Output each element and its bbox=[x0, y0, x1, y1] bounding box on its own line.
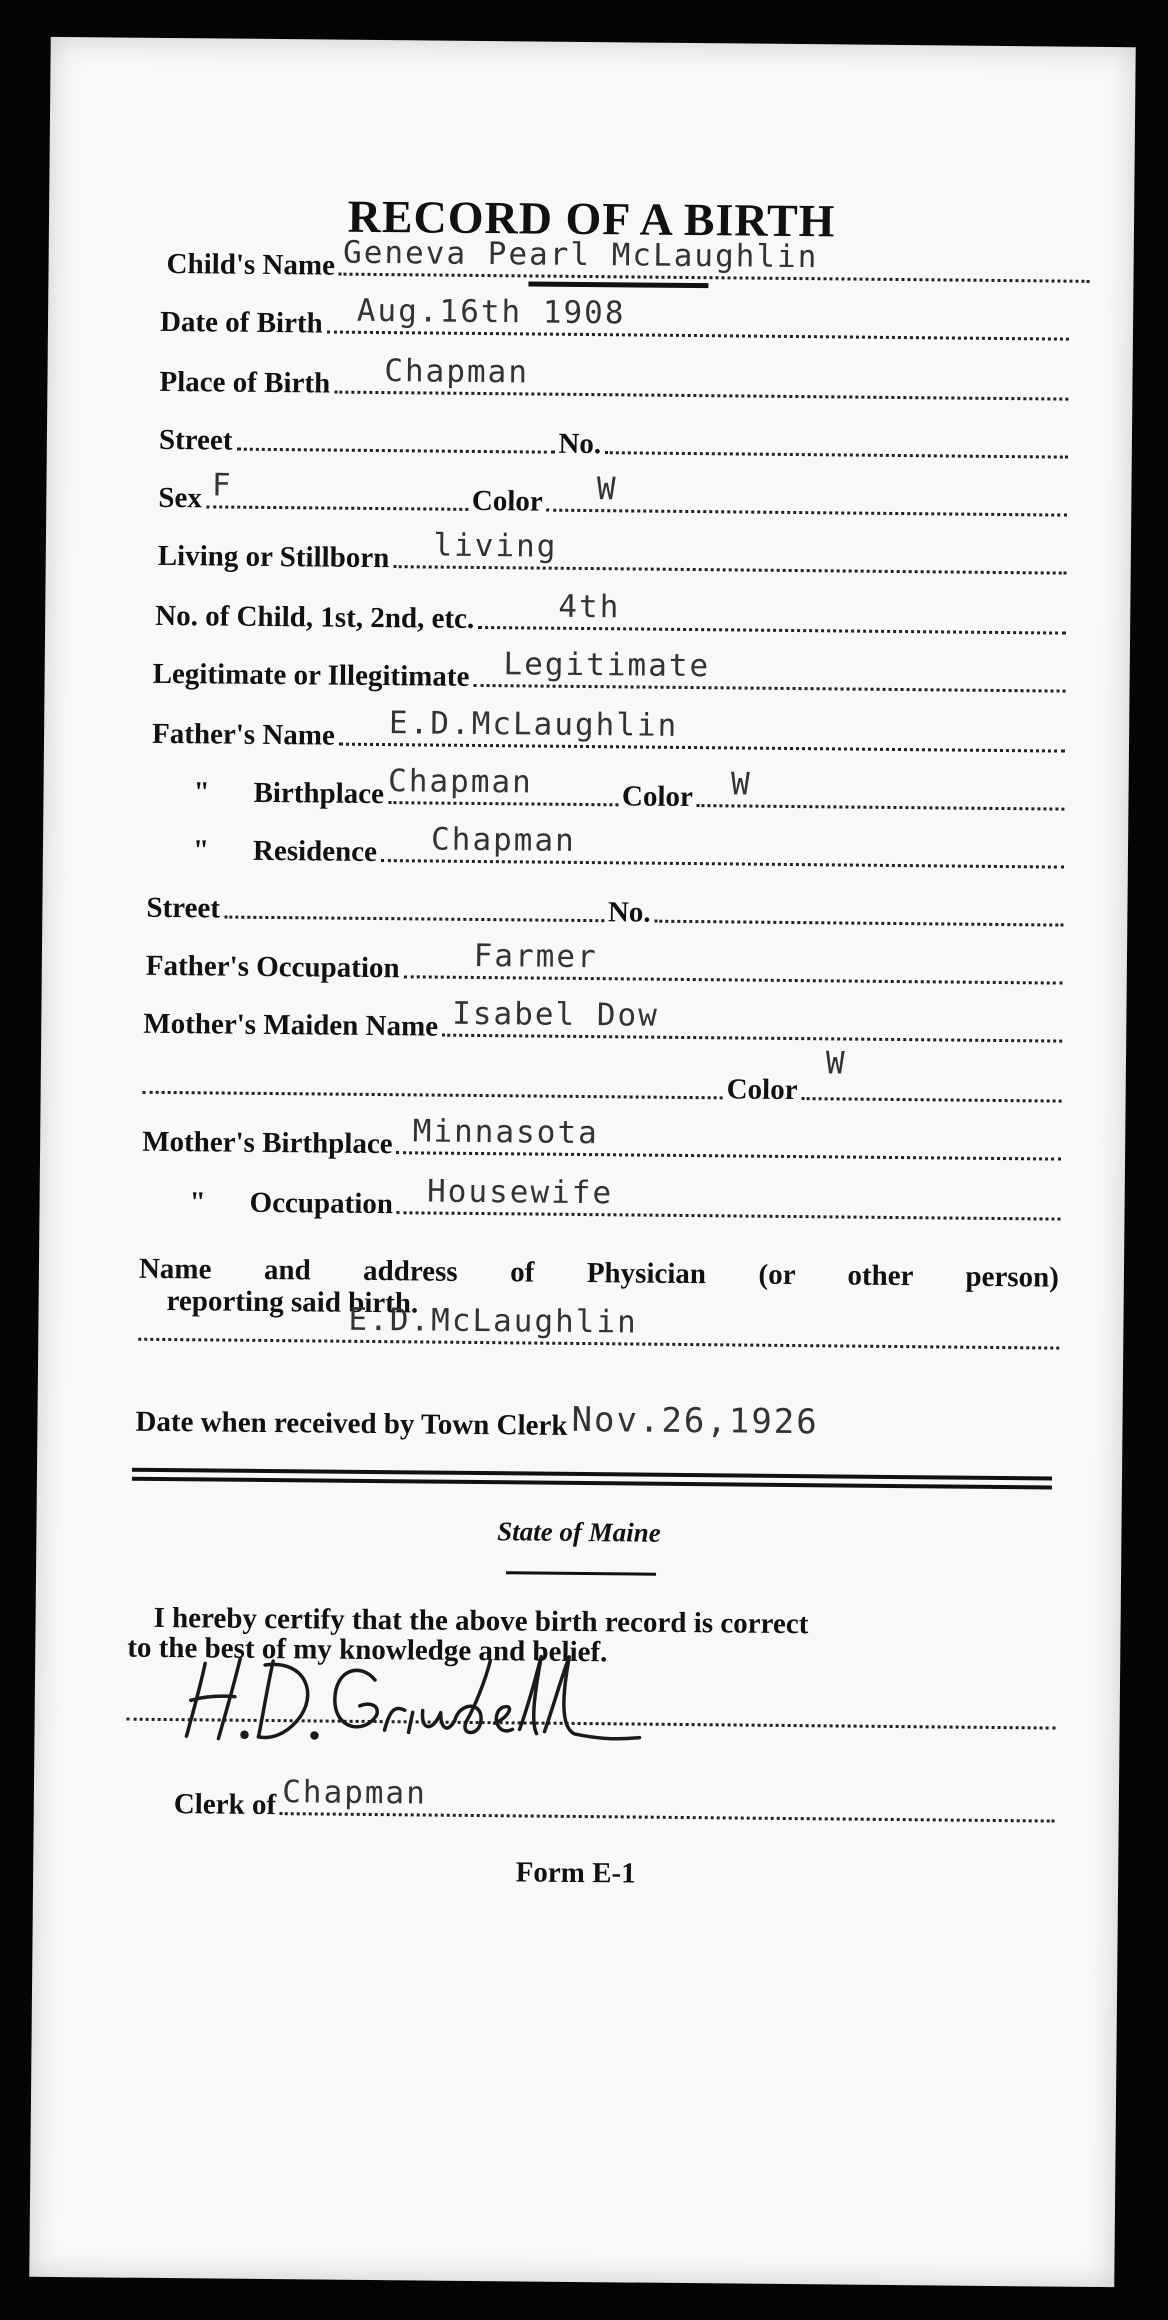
birth-record-card bbox=[29, 37, 1135, 2287]
sex-value: F bbox=[211, 467, 233, 504]
ditto-mark-3: " bbox=[189, 1186, 206, 1219]
received-line bbox=[571, 1399, 1098, 1443]
sex-label: Sex bbox=[158, 481, 203, 515]
father-birthplace-line bbox=[387, 763, 618, 806]
father-name-label: Father's Name bbox=[151, 717, 336, 752]
child-number-value: 4th bbox=[558, 588, 621, 626]
street-no-line-2 bbox=[655, 920, 1064, 927]
father-residence-label: Residence bbox=[252, 834, 378, 869]
street-no-label-2: No. bbox=[607, 896, 651, 929]
mother-occupation-label: Occupation bbox=[249, 1186, 394, 1221]
child-name-row bbox=[166, 234, 1093, 290]
father-birthplace-value: Chapman bbox=[387, 763, 533, 801]
father-color-line bbox=[697, 766, 1065, 811]
street-no-line-1 bbox=[605, 451, 1068, 458]
mother-occupation-line bbox=[397, 1173, 1061, 1220]
legitimacy-line bbox=[473, 646, 1065, 693]
received-label: Date when received by Town Clerk bbox=[135, 1405, 568, 1442]
child-name-label: Child's Name bbox=[166, 247, 336, 282]
street-line-2 bbox=[224, 916, 604, 923]
living-value: living bbox=[433, 527, 558, 565]
place-of-birth-line bbox=[334, 353, 1068, 401]
certification-line-1: I hereby certify that the above birth record is correct bbox=[153, 1601, 809, 1641]
child-name-value: Geneva Pearl McLaughlin bbox=[342, 234, 819, 276]
mother-occupation-value: Housewife bbox=[426, 1173, 614, 1212]
physician-value: E.D.McLaughlin bbox=[348, 1301, 638, 1341]
form-id: Form E-1 bbox=[515, 1856, 636, 1890]
physician-text-line-1: Name and address of Physician (or other person) bbox=[138, 1252, 1060, 1294]
child-name-line bbox=[339, 234, 1090, 283]
state-rule bbox=[506, 1571, 656, 1575]
ditto-mark-2: " bbox=[192, 834, 210, 867]
clerk-row bbox=[173, 1774, 1059, 1829]
mother-maiden-name-line bbox=[442, 995, 1062, 1043]
date-of-birth-line bbox=[327, 292, 1069, 341]
clerk-label: Clerk of bbox=[173, 1788, 277, 1822]
father-name-row bbox=[151, 705, 1069, 760]
father-occupation-line bbox=[404, 937, 1063, 984]
sex-color-row bbox=[158, 467, 1071, 524]
mother-birthplace-label: Mother's Birthplace bbox=[142, 1125, 393, 1161]
state-heading: State of Maine bbox=[497, 1516, 661, 1548]
color-label: Color bbox=[471, 484, 543, 518]
father-name-value: E.D.McLaughlin bbox=[388, 705, 679, 744]
place-of-birth-row bbox=[159, 353, 1072, 408]
date-of-birth-value: Aug.16th 1908 bbox=[356, 292, 626, 332]
child-number-label: No. of Child, 1st, 2nd, etc. bbox=[155, 599, 475, 635]
date-of-birth-row bbox=[159, 292, 1073, 348]
father-name-line bbox=[339, 705, 1065, 753]
father-residence-line bbox=[381, 821, 1064, 869]
street-line-1 bbox=[236, 448, 554, 454]
legitimacy-row bbox=[152, 646, 1070, 700]
sex-line bbox=[206, 467, 468, 511]
living-row bbox=[157, 527, 1071, 582]
father-occupation-value: Farmer bbox=[473, 937, 598, 976]
mother-color-label: Color bbox=[726, 1073, 798, 1107]
color-line bbox=[547, 471, 1068, 517]
section-double-rule bbox=[132, 1468, 1052, 1490]
certification-line-2: to the best of my knowledge and belief. bbox=[127, 1631, 608, 1669]
father-color-label: Color bbox=[621, 780, 694, 814]
legitimacy-label: Legitimate or Illegitimate bbox=[152, 657, 470, 693]
mother-color-line bbox=[801, 1045, 1061, 1102]
street-row-1 bbox=[159, 424, 1072, 466]
mother-maiden-name-label: Mother's Maiden Name bbox=[143, 1007, 439, 1043]
child-number-line bbox=[478, 588, 1066, 635]
living-line bbox=[393, 527, 1066, 574]
father-occupation-label: Father's Occupation bbox=[145, 949, 400, 985]
color-value: W bbox=[596, 471, 618, 508]
street-label-1: Street bbox=[158, 423, 233, 457]
mother-occupation-row bbox=[189, 1173, 1064, 1227]
clerk-signature bbox=[184, 1638, 645, 1752]
father-color-value: W bbox=[730, 766, 752, 803]
physician-text-line-2: reporting said birth. bbox=[166, 1285, 419, 1320]
date-of-birth-label: Date of Birth bbox=[159, 305, 323, 340]
clerk-line bbox=[280, 1774, 1055, 1822]
street-no-label-1: No. bbox=[558, 427, 602, 461]
mother-extra-line bbox=[143, 1091, 723, 1100]
mother-birthplace-row bbox=[142, 1113, 1065, 1168]
place-of-birth-value: Chapman bbox=[384, 353, 530, 391]
father-birthplace-row bbox=[193, 763, 1068, 817]
received-value: Nov.26,1926 bbox=[571, 1399, 819, 1443]
mother-birthplace-value: Minnasota bbox=[412, 1113, 599, 1152]
living-label: Living or Stillborn bbox=[157, 539, 390, 575]
father-residence-row bbox=[192, 821, 1068, 875]
legitimacy-value: Legitimate bbox=[503, 646, 711, 685]
ditto-mark-1: " bbox=[193, 776, 210, 809]
child-number-row bbox=[155, 588, 1070, 642]
street-label-2: Street bbox=[146, 891, 221, 925]
father-residence-value: Chapman bbox=[430, 821, 576, 859]
father-birthplace-label: Birthplace bbox=[253, 776, 385, 811]
father-occupation-row bbox=[145, 937, 1067, 992]
document-title: RECORD OF A BIRTH bbox=[347, 190, 836, 247]
mother-color-row bbox=[143, 1045, 1066, 1110]
mother-maiden-name-row bbox=[143, 995, 1066, 1050]
mother-birthplace-line bbox=[397, 1113, 1062, 1160]
received-row bbox=[135, 1399, 1102, 1448]
clerk-value: Chapman bbox=[282, 1774, 428, 1812]
street-row-2 bbox=[146, 892, 1067, 934]
place-of-birth-label: Place of Birth bbox=[159, 365, 331, 400]
mother-maiden-name-value: Isabel Dow bbox=[452, 995, 660, 1034]
mother-color-value: W bbox=[825, 1045, 847, 1082]
